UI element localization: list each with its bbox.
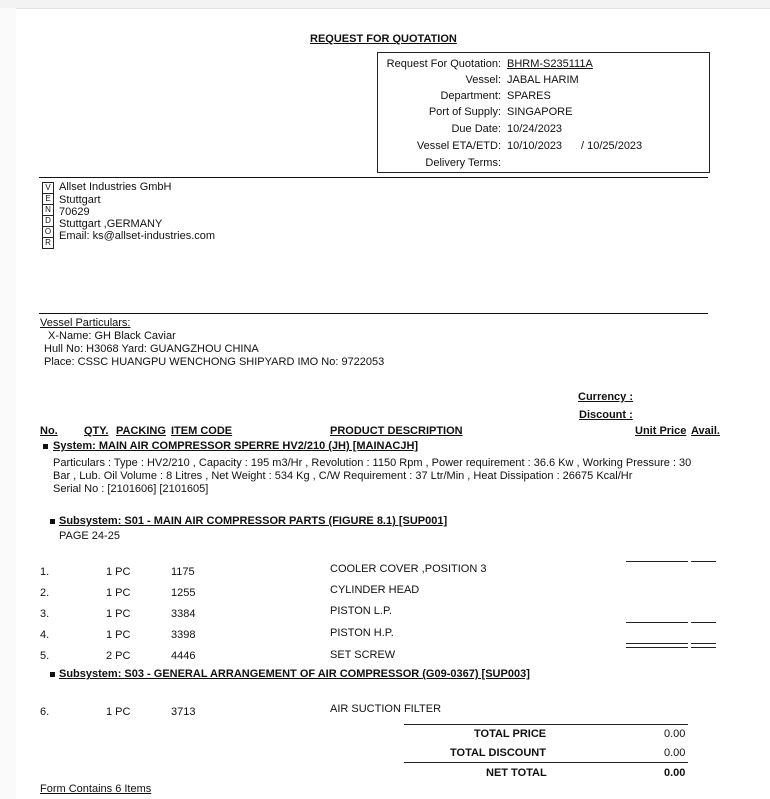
system-particulars: Particulars : Type : HV2/210 , Capacity : 195 m3/Hr , Revolution : 1150 Rpm , Power requirement : 36.6 Kw , Working Pressure : 30 — [53, 457, 692, 469]
item-no: 5. — [40, 650, 50, 662]
item-qty: 1 PC — [106, 608, 131, 620]
vendor-tag — [42, 182, 54, 249]
item-code: 1175 — [171, 566, 195, 578]
bullet-icon — [50, 519, 55, 524]
bullet-icon — [43, 444, 48, 449]
item-qty: 1 PC — [106, 587, 131, 599]
vendor-address-line: 70629 — [59, 206, 90, 218]
col-unit-price: Unit Price — [635, 425, 687, 437]
item-code: 4446 — [171, 650, 196, 662]
vendor-tag-letter: E — [43, 194, 53, 205]
item-description: AIR SUCTION FILTER — [330, 703, 442, 715]
info-row-delivery — [378, 157, 709, 173]
item-description: CYLINDER HEAD — [330, 584, 420, 596]
col-no: No. — [40, 425, 58, 437]
info-value: 10/24/2023 — [507, 123, 563, 135]
col-item-code: ITEM CODE — [171, 425, 233, 437]
item-code: 3398 — [171, 629, 196, 641]
system-particulars: Bar , Lub. Oil Volume : 8 Litres , Net Weight : 534 Kg , C/W Requirement : 37 Ltr/Min , Heat Dissipation : 26675 Kcal/Hr — [53, 470, 633, 482]
unit-price-blank[interactable] — [626, 561, 688, 562]
vendor-name: Allset Industries GmbH — [59, 181, 172, 193]
item-qty: 1 PC — [106, 706, 131, 718]
item-no: 2. — [40, 587, 50, 599]
info-value: SINGAPORE — [507, 106, 573, 118]
info-label: Port of Supply: — [428, 106, 501, 118]
totals-divider — [404, 724, 688, 725]
col-qty: QTY. — [84, 425, 109, 437]
col-description: PRODUCT DESCRIPTION — [330, 425, 463, 437]
total-price-label: TOTAL PRICE — [474, 728, 547, 740]
vendor-tag-letter: D — [43, 216, 53, 227]
net-total-label: NET TOTAL — [486, 767, 547, 779]
divider — [39, 177, 708, 178]
item-description: PISTON L.P. — [330, 605, 392, 617]
bullet-icon — [50, 672, 55, 677]
totals-divider — [404, 762, 688, 763]
divider — [39, 313, 708, 314]
item-description: COOLER COVER ,POSITION 3 — [330, 563, 487, 575]
subsystem-title: Subsystem: S03 - GENERAL ARRANGEMENT OF AIR COMPRESSOR (G09-0367) [SUP003] — [59, 668, 530, 680]
system-serial: Serial No : [2101606] [2101605] — [53, 483, 209, 495]
item-qty: 1 PC — [106, 629, 131, 641]
item-no: 6. — [40, 706, 50, 718]
vessel-particulars-heading: Vessel Particulars: — [40, 317, 131, 329]
system-title: System: MAIN AIR COMPRESSOR SPERRE HV2/210 (JH) [MAINACJH] — [53, 440, 419, 452]
total-discount-label: TOTAL DISCOUNT — [450, 747, 546, 759]
item-no: 4. — [40, 629, 50, 641]
vendor-address-line: Stuttgart — [59, 194, 101, 206]
left-margin — [0, 8, 16, 799]
unit-price-blank[interactable] — [626, 622, 688, 623]
subsystem-page: PAGE 24-25 — [59, 530, 120, 542]
item-qty: 2 PC — [106, 650, 131, 662]
vendor-tag-letter: N — [43, 205, 53, 216]
item-no: 1. — [40, 566, 50, 578]
net-total-value: 0.00 — [664, 767, 686, 779]
info-value: 10/10/2023 — [507, 140, 563, 152]
rfq-number: BHRM-S235111A — [507, 58, 593, 70]
info-label: Delivery Terms: — [425, 157, 501, 169]
total-discount-value: 0.00 — [664, 747, 686, 759]
info-value: JABAL HARIM — [507, 74, 579, 86]
vendor-address-line: Stuttgart ,GERMANY — [59, 218, 163, 230]
vendor-tag-letter: R — [45, 238, 51, 247]
total-price-value: 0.00 — [664, 728, 686, 740]
info-value-etd: / 10/25/2023 — [581, 140, 643, 152]
item-code: 3384 — [171, 608, 196, 620]
col-avail: Avail. — [691, 425, 720, 437]
avail-blank[interactable] — [691, 561, 716, 562]
unit-price-blank[interactable] — [626, 643, 688, 648]
info-label: Due Date: — [451, 123, 501, 135]
vendor-email: Email: ks@allset-industries.com — [59, 230, 216, 242]
rfq-info-box — [377, 52, 710, 173]
avail-blank[interactable] — [691, 622, 716, 623]
item-description: SET SCREW — [330, 649, 396, 661]
info-row-port — [378, 106, 709, 122]
form-item-count: Form Contains 6 Items — [40, 783, 152, 795]
info-label: Vessel: — [465, 74, 501, 86]
info-label: Department: — [440, 90, 501, 102]
vessel-hull: Hull No: H3068 Yard: GUANGZHOU CHINA — [44, 343, 259, 355]
item-description: PISTON H.P. — [330, 627, 394, 639]
col-packing: PACKING — [116, 425, 166, 437]
info-row-vessel — [378, 74, 709, 90]
item-qty: 1 PC — [106, 566, 131, 578]
vendor-tag-letter: O — [44, 227, 52, 236]
currency-label: Currency : — [578, 391, 634, 403]
info-value: SPARES — [507, 90, 551, 102]
info-row-due-date — [378, 123, 709, 139]
info-row-eta-etd — [378, 140, 709, 156]
item-code: 3713 — [171, 706, 196, 718]
item-no: 3. — [40, 608, 50, 620]
info-label: Request For Quotation: — [386, 58, 501, 70]
info-label: Vessel ETA/ETD: — [416, 140, 501, 152]
item-code: 1255 — [171, 587, 196, 599]
discount-label: Discount : — [579, 409, 633, 421]
info-row-rfq — [378, 58, 709, 74]
vessel-xname: X-Name: GH Black Caviar — [48, 330, 176, 342]
subsystem-title: Subsystem: S01 - MAIN AIR COMPRESSOR PARTS (FIGURE 8.1) [SUP001] — [59, 515, 448, 527]
vendor-tag-letter: V — [43, 183, 53, 194]
page-title: REQUEST FOR QUOTATION — [310, 33, 457, 45]
avail-blank[interactable] — [691, 643, 716, 648]
top-band — [0, 0, 770, 9]
vessel-place: Place: CSSC HUANGPU WENCHONG SHIPYARD IMO No: 9722053 — [44, 356, 385, 368]
info-row-department — [378, 90, 709, 106]
